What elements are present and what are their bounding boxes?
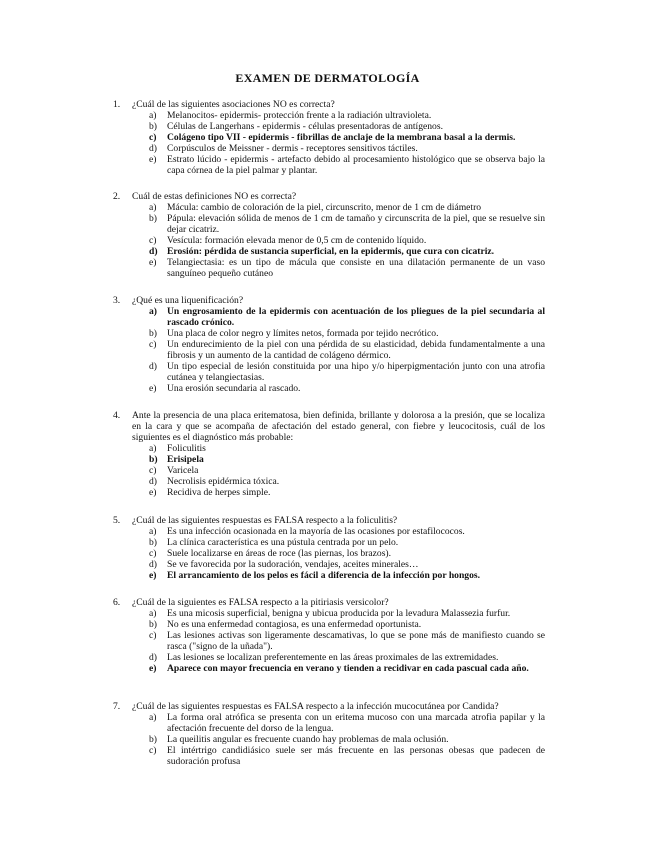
question-number: 1.	[113, 99, 121, 110]
question-text: ¿Qué es una liquenificación?	[132, 295, 244, 306]
question-number: 5.	[113, 515, 121, 526]
option-a: a) Mácula: cambio de coloración de la piel, circunscrito, menor de 1 cm de diámetro	[149, 202, 482, 213]
question-number: 2.	[113, 191, 121, 202]
question-7	[113, 701, 545, 767]
option-c: c) Suele localizarse en áreas de roce (las piernas, los brazos).	[149, 548, 392, 559]
option-d: d) Las lesiones se localizan preferentemente en las áreas proximales de las extremidades.	[149, 652, 499, 663]
option-e: e) Recidiva de herpes simple.	[149, 487, 271, 498]
question-number: 6.	[113, 597, 121, 608]
option-c: c) El intértrigo candidiásico suele ser más frecuente en las personas obesas que padecen de sudoración profusa	[149, 745, 545, 767]
question-4	[113, 410, 545, 498]
question-text: ¿Cuál de las siguientes respuestas es FALSA respecto a la foliculitis?	[132, 515, 398, 526]
option-e: e) Telangiectasia: es un tipo de mácula que consiste en una dilatación permanente de un vaso sanguíneo pequeño cutáneo	[149, 257, 545, 279]
question-text: Cuál de estas definiciones NO es correcta?	[132, 191, 297, 202]
option-d: d) Corpúsculos de Meissner - dermis - receptores sensitivos táctiles.	[149, 143, 418, 154]
question-6	[113, 597, 545, 674]
option-b: b) La clínica característica es una pústula centrada por un pelo.	[149, 537, 399, 548]
option-e: e) Estrato lúcido - epidermis - artefacto debido al procesamiento histológico que se observa bajo la capa córnea de la piel palmar y plantar.	[149, 154, 545, 176]
question-text: Ante la presencia de una placa eritematosa, bien definida, brillante y dolorosa a la presión, que se localiza en la cara y que se acompaña de afectación del estado general, con fiebre y leucocitosis, cuál de los siguientes es el diagnóstico más probable:	[132, 410, 545, 443]
option-c: c) Las lesiones activas son ligeramente descamativas, lo que se pone más de manifiesto cuando se rasca ("signo de la uñada").	[149, 630, 545, 652]
option-e: e) Una erosión secundaria al rascado.	[149, 383, 301, 394]
option-a: a) La forma oral atrófica se presenta con un eritema mucoso con una marcada atrofia papilar y la afectación frecuente del dorso de la lengua.	[149, 712, 545, 734]
option-a: a) Melanocitos- epidermis- protección frente a la radiación ultravioleta.	[149, 110, 432, 121]
question-text: ¿Cuál de las siguientes asociaciones NO es correcta?	[132, 99, 335, 110]
option-c-correct: c) Colágeno tipo VII - epidermis - fibrillas de anclaje de la membrana basal a la dermis.	[149, 132, 516, 143]
question-text: ¿Cuál de las siguientes respuestas es FALSA respecto a la infección mucocutánea por Candida?	[132, 701, 499, 712]
option-d: d) Se ve favorecida por la sudoración, vendajes, aceites minerales…	[149, 559, 419, 570]
option-a: a) Foliculitis	[149, 443, 206, 454]
option-b: b) No es una enfermedad contagiosa, es una enfermedad oportunista.	[149, 619, 422, 630]
option-c: c) Varicela	[149, 465, 199, 476]
option-d-correct: d) Erosión: pérdida de sustancia superficial, en la epidermis, que cura con cicatriz.	[149, 246, 495, 257]
question-5	[113, 515, 545, 581]
option-a: a) Es una infección ocasionada en la mayoría de las ocasiones por estafilococos.	[149, 526, 465, 537]
question-text: ¿Cuál de la siguientes es FALSA respecto a la pitiriasis versicolor?	[132, 597, 389, 608]
exam-title: EXAMEN DE DERMATOLOGÍA	[235, 71, 420, 85]
option-c: c) Un endurecimiento de la piel con una pérdida de su elasticidad, debida fundamentalmente a una fibrosis y un aumento de la cantidad de colágeno dérmico.	[149, 339, 545, 361]
option-b: b) Células de Langerhans - epidermis - células presentadoras de antígenos.	[149, 121, 443, 132]
question-number: 7.	[113, 701, 121, 712]
question-1	[113, 99, 545, 176]
option-b: b) La queilitis angular es frecuente cuando hay problemas de mala oclusión.	[149, 734, 449, 745]
question-2	[113, 191, 545, 279]
question-number: 3.	[113, 295, 121, 306]
option-a-correct: a) Un engrosamiento de la epidermis con acentuación de los pliegues de la piel secundaria al rascado crónico.	[149, 306, 545, 328]
question-3	[113, 295, 545, 394]
option-c: c) Vesícula: formación elevada menor de 0,5 cm de contenido líquido.	[149, 235, 427, 246]
option-d: d) Necrolisis epidérmica tóxica.	[149, 476, 280, 487]
option-e-correct: e) El arrancamiento de los pelos es fácil a diferencia de la infección por hongos.	[149, 570, 481, 581]
option-e-correct: e) Aparece con mayor frecuencia en verano y tienden a recidivar en cada pascual cada año.	[149, 663, 529, 674]
option-b-correct: b) Erisipela	[149, 454, 204, 465]
option-b: b) Una placa de color negro y límites netos, formada por tejido necrótico.	[149, 328, 439, 339]
question-number: 4.	[113, 410, 121, 421]
option-d: d) Un tipo especial de lesión constituida por una hipo y/o hiperpigmentación junto con una atrofia cutánea y telangiectasias.	[149, 361, 545, 383]
option-a: a) Es una micosis superficial, benigna y ubicua producida por la levadura Malassezia furfur.	[149, 608, 511, 619]
option-b: b) Pápula: elevación sólida de menos de 1 cm de tamaño y circunscrita de la piel, que se resuelve sin dejar cicatriz.	[149, 213, 545, 235]
